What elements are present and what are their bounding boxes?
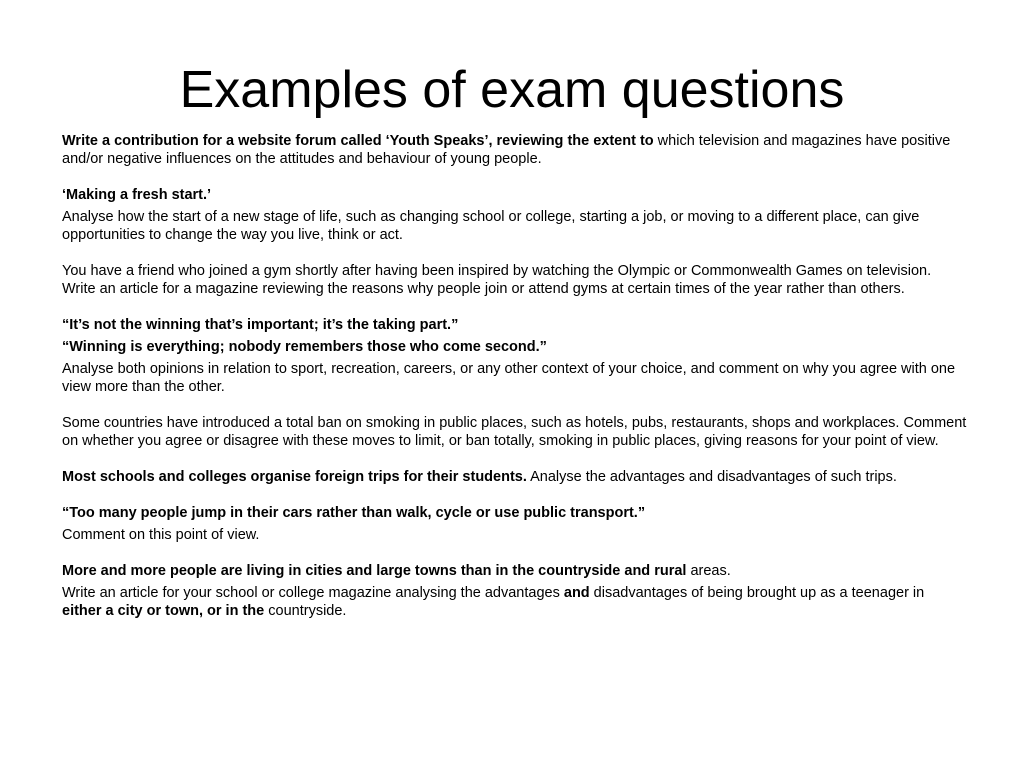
question-8-text-2c: disadvantages of being brought up as a teenager in <box>589 585 925 601</box>
question-7-quote: “Too many people jump in their cars rather than walk, cycle or use public transport.” <box>62 505 646 521</box>
question-6-bold: Most schools and colleges organise foreign trips for their students. <box>62 469 527 485</box>
questions-list <box>62 132 967 620</box>
question-8-bold-1: More and more people are living in cities and large towns than in the countryside and rural <box>62 563 687 579</box>
question-8-bold-3: either a city or town, or in the <box>62 603 265 619</box>
question-1 <box>62 132 967 168</box>
question-1-bold: Write a contribution for a website forum called ‘Youth Speaks’, reviewing the extent to <box>62 133 654 149</box>
question-3-text: You have a friend who joined a gym shortly after having been inspired by watching the Olympic or Commonwealth Games on television. Write an article for a magazine reviewing the reasons why people join or attend gyms at certain times of the year rather than others. <box>62 263 932 297</box>
question-4-quote-1: “It’s not the winning that’s important; it’s the taking part.” <box>62 317 459 333</box>
question-8-line-2 <box>62 584 967 620</box>
question-2-heading: ‘Making a fresh start.’ <box>62 187 212 203</box>
question-1-text: which television and magazines have positive and/or negative influences on the attitudes and behaviour of young people. <box>62 133 951 167</box>
question-4-text: Analyse both opinions in relation to sport, recreation, careers, or any other context of your choice, and comment on why you agree with one view more than the other. <box>62 361 956 395</box>
question-4-quote-2: “Winning is everything; nobody remembers those who come second.” <box>62 339 547 355</box>
slide-title: Examples of exam questions <box>179 61 845 119</box>
question-8-text-1: areas. <box>686 563 731 579</box>
question-8-bold-2: and <box>563 585 590 601</box>
question-2-text: Analyse how the start of a new stage of life, such as changing school or college, starting a job, or moving to a different place, can give opportunities to change the way you live, think or act. <box>62 209 920 243</box>
question-6-text: Analyse the advantages and disadvantages of such trips. <box>526 469 897 485</box>
question-7-text: Comment on this point of view. <box>62 527 260 543</box>
question-5-text: Some countries have introduced a total ban on smoking in public places, such as hotels, pubs, restaurants, shops and workplaces. Comment on whether you agree or disagree with these moves to limit, or ban totally, smoking in public places, giving reasons for your point of view. <box>62 415 967 449</box>
question-8-text-2a: Write an article for your school or college magazine analysing the advantages <box>62 585 564 601</box>
question-8-line-1 <box>62 562 967 580</box>
question-8-text-2e: countryside. <box>264 603 347 619</box>
question-6 <box>62 468 967 486</box>
